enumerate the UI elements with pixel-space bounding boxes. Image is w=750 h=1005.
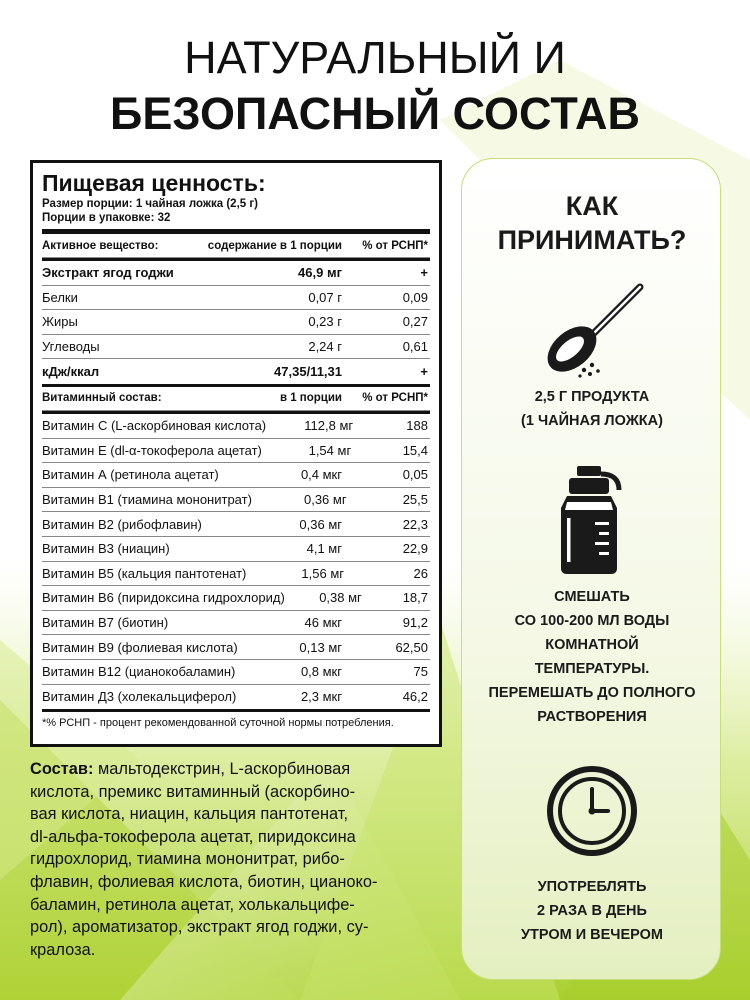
row-name: Витамин В12 (цианокобаламин)	[42, 664, 236, 680]
table-row	[42, 310, 430, 335]
row-amount: 112,8 мг	[304, 418, 354, 434]
step-line: УТРОМ И ВЕЧЕРОМ	[520, 927, 664, 943]
table-row	[42, 335, 430, 360]
nutrition-heading: Пищевая ценность:	[42, 170, 266, 196]
table-row	[42, 635, 430, 660]
step-2-text	[462, 585, 722, 729]
vitamin-rows	[42, 414, 430, 709]
step-line: УПОТРЕБЛЯТЬ	[537, 879, 647, 895]
row-name: Белки	[42, 289, 78, 305]
row-name: Витамин В2 (рибофлавин)	[42, 516, 202, 532]
row-name: Витамин Д3 (холекальциферол)	[42, 689, 237, 705]
row-percent: 188	[406, 418, 428, 434]
step-line: КОМНАТНОЙ	[545, 637, 639, 653]
row-amount: 1,56 мг	[301, 565, 345, 581]
table-row	[42, 414, 430, 439]
composition-line: рол), ароматизатор, экстракт ягод годжи, су-	[30, 918, 369, 937]
row-amount: 1,54 мг	[308, 442, 352, 458]
composition-line: кислота, премикс витаминный (аскорбино-	[30, 782, 356, 801]
row-percent: +	[420, 364, 428, 380]
row-name: Витамин В9 (фолиевая кислота)	[42, 639, 238, 655]
row-percent: 18,7	[402, 590, 428, 606]
row-name: Витамин В3 (ниацин)	[42, 541, 170, 557]
table-row	[42, 286, 430, 311]
row-amount: 2,3 мкг	[300, 689, 342, 705]
table-row	[42, 586, 430, 611]
row-name: Витамин В1 (тиамина мононитрат)	[42, 492, 252, 508]
table-header-active	[42, 234, 430, 258]
composition-line: гидрохлорид, тиамина мононитрат, рибо-	[30, 850, 345, 869]
page-title	[0, 30, 750, 142]
composition-label: Состав:	[30, 760, 94, 778]
table-header-vitamins	[42, 387, 430, 411]
row-name: Витамин В7 (биотин)	[42, 615, 169, 631]
row-percent: 0,61	[402, 339, 428, 355]
composition-line: кралоза.	[30, 940, 96, 959]
composition-line: мальтодекстрин, L-аскорбиновая	[93, 760, 351, 778]
table-row	[42, 685, 430, 710]
how-to-panel	[461, 158, 721, 980]
table-row	[42, 611, 430, 636]
header-cell: % от РСНП*	[362, 392, 428, 405]
composition-line: dl-альфа-токоферола ацетат, пиридоксина	[30, 827, 356, 846]
row-percent: 22,3	[402, 516, 428, 532]
row-percent: 26	[413, 565, 428, 581]
page-title-line-2: БЕЗОПАСНЫЙ СОСТАВ	[110, 88, 640, 139]
how-to-title-line: КАК	[565, 191, 619, 221]
row-name: Витамин А (ретинола ацетат)	[42, 467, 219, 483]
row-amount: 46,9 мг	[298, 265, 342, 281]
header-cell: Активное вещество:	[42, 239, 159, 252]
step-line: ТЕМПЕРАТУРЫ.	[534, 661, 650, 677]
header-cell: в 1 порции	[279, 392, 342, 405]
step-line: ПЕРЕМЕШАТЬ ДО ПОЛНОГО	[488, 685, 696, 701]
row-percent: 46,2	[402, 689, 428, 705]
row-name: кДж/ккал	[42, 364, 100, 380]
row-percent: 62,50	[395, 639, 428, 655]
row-percent: 15,4	[402, 442, 428, 458]
row-name: Экстракт ягод годжи	[42, 265, 174, 281]
row-percent: 91,2	[402, 615, 428, 631]
row-name: Витамин В6 (пиридоксина гидрохлорид)	[42, 590, 285, 606]
composition-line: флавин, фолиевая кислота, биотин, цианоко-	[30, 872, 378, 891]
table-row	[42, 512, 430, 537]
step-line: 2,5 Г ПРОДУКТА	[534, 389, 650, 405]
row-percent: +	[420, 265, 428, 281]
how-to-title	[462, 189, 722, 257]
step-1-text	[462, 385, 722, 433]
row-percent: 22,9	[402, 541, 428, 557]
row-name: Витамин В5 (кальция пантотенат)	[42, 565, 247, 581]
header-cell: % от РСНП*	[362, 239, 428, 252]
row-percent: 0,05	[402, 467, 428, 483]
row-amount: 0,13 мг	[299, 639, 342, 655]
nutrition-table	[30, 160, 442, 747]
composition-line: вая кислота, ниацин, кальция пантотенат,	[30, 805, 348, 824]
step-line: (1 ЧАЙНАЯ ЛОЖКА)	[521, 413, 663, 429]
step-line: РАСТВОРЕНИЯ	[537, 709, 647, 725]
row-amount: 46 мкг	[304, 615, 342, 631]
row-percent: 25,5	[402, 492, 428, 508]
how-to-title-line: ПРИНИМАТЬ?	[497, 225, 687, 255]
step-3-text	[462, 875, 722, 947]
spoon-icon	[532, 279, 652, 379]
step-line: СМЕШАТЬ	[554, 589, 630, 605]
table-row	[42, 261, 430, 286]
shaker-bottle-icon	[557, 464, 632, 576]
table-row	[42, 660, 430, 685]
row-amount: 0,23 г	[308, 314, 342, 330]
header-cell: содержание в 1 порции	[207, 239, 342, 252]
table-row	[42, 439, 430, 464]
step-line: 2 РАЗА В ДЕНЬ	[537, 903, 647, 919]
row-amount: 0,38 мг	[319, 590, 362, 606]
row-name: Углеводы	[42, 339, 100, 355]
table-row	[42, 359, 430, 384]
row-amount: 0,07 г	[308, 289, 342, 305]
row-amount: 2,24 г	[308, 339, 342, 355]
clock-icon	[546, 765, 638, 857]
table-row	[42, 537, 430, 562]
servings-per-pack: Порции в упаковке: 32	[42, 212, 171, 224]
table-row	[42, 562, 430, 587]
serving-size: Размер порции: 1 чайная ложка (2,5 г)	[42, 198, 258, 210]
row-amount: 0,8 мкг	[300, 664, 342, 680]
footnote: *% РСНП - процент рекомендованной суточной нормы потребления.	[42, 717, 394, 730]
row-amount: 0,4 мкг	[300, 467, 342, 483]
table-row	[42, 488, 430, 513]
row-percent: 75	[413, 664, 428, 680]
table-row	[42, 463, 430, 488]
row-amount: 4,1 мг	[306, 541, 342, 557]
row-name: Жиры	[42, 314, 78, 330]
composition-text	[30, 758, 440, 961]
row-percent: 0,09	[402, 289, 428, 305]
page-title-line-1: НАТУРАЛЬНЫЙ И	[184, 32, 566, 83]
header-cell: Витаминный состав:	[42, 392, 162, 405]
row-amount: 0,36 мг	[303, 492, 347, 508]
row-amount: 0,36 мг	[299, 516, 342, 532]
row-amount: 47,35/11,31	[274, 364, 342, 380]
step-line: СО 100-200 МЛ ВОДЫ	[514, 613, 670, 629]
composition-line: баламин, ретинола ацетат, холькальцифе-	[30, 895, 355, 914]
row-name: Витамин С (L-аскорбиновая кислота)	[42, 418, 267, 434]
row-percent: 0,27	[402, 314, 428, 330]
row-name: Витамин Е (dl-α-токоферола ацетат)	[42, 442, 262, 458]
